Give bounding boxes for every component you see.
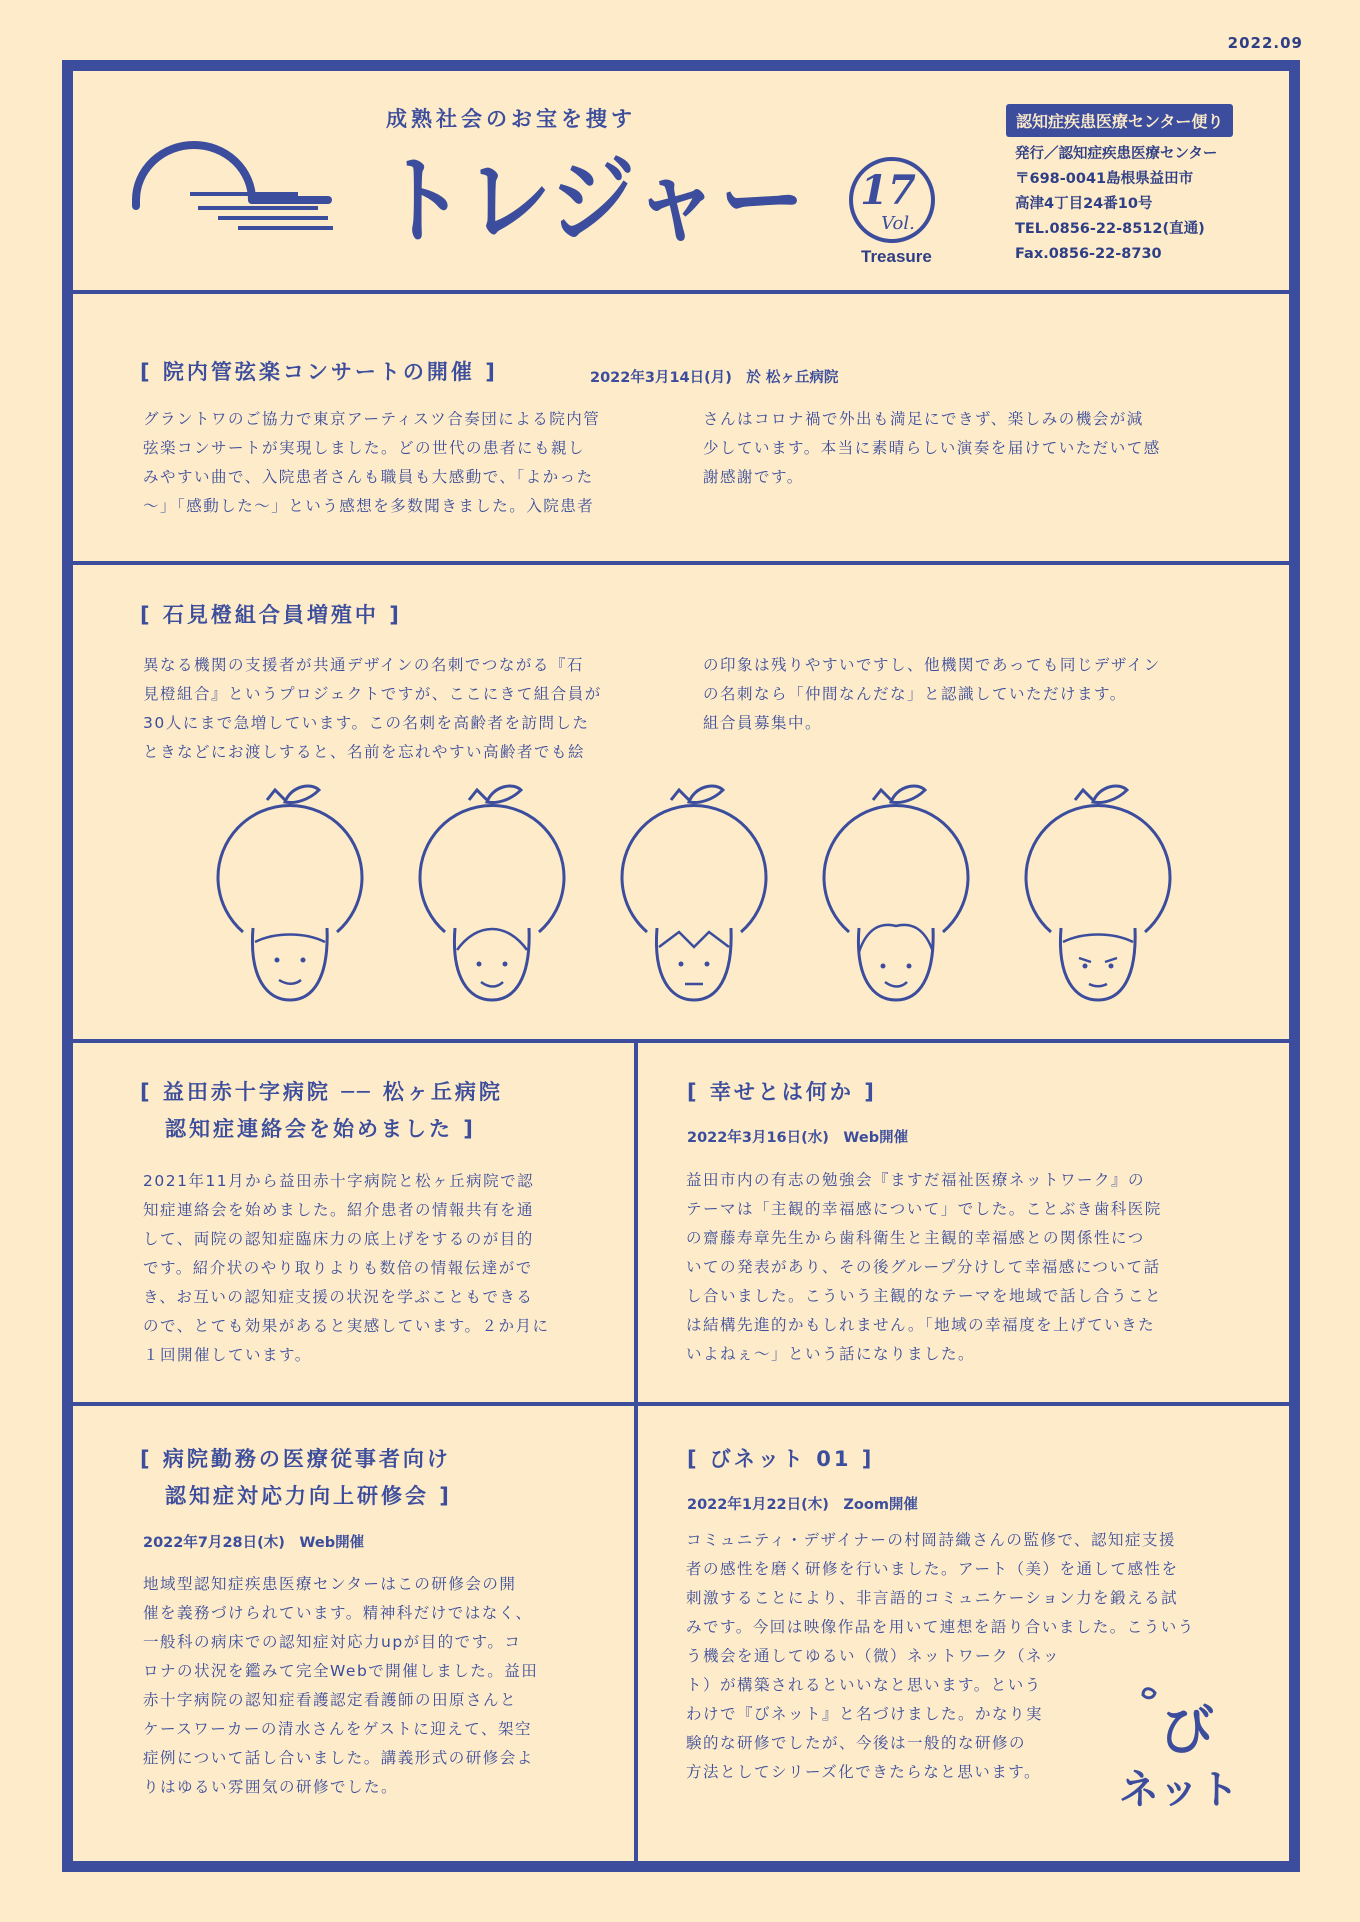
vol-label: Vol. [881, 213, 915, 234]
iwami-body-col2: の印象は残りやすいですし、他機関であっても同じデザイン の名刺なら「仲間なんだな」と認識していただけます。 組合員募集中。 [703, 656, 1161, 732]
publisher-line: Fax.0856-22-8730 [1015, 246, 1162, 262]
logo-title [380, 148, 820, 248]
liaison-title-line2: 認知症連絡会を始めました ] [165, 1117, 476, 1141]
publisher-info [1015, 142, 1217, 267]
pinet-logo-line1: び [1160, 1699, 1214, 1762]
pinet-title: [ びネット 01 ] [687, 1447, 875, 1471]
publisher-line: 高津4丁目24番10号 [1015, 196, 1153, 212]
publisher-line: TEL.0856-22-8512(直通) [1015, 221, 1205, 237]
liaison-title-line1: [ 益田赤十字病院 ── 松ヶ丘病院 [140, 1080, 503, 1104]
orange-head-icon [622, 786, 766, 1000]
training-body: 地域型認知症疾患医療センターはこの研修会の開 催を義務づけられています。精神科だけではなく、 一般科の病床での認知症対応力upが目的です。コ ロナの状況を鑑みて完全Webで開催しました。益田 赤十字病院の認知症看護認定看護師の田原さんと ケースワーカーの清水さんをゲストに迎えて、架空 症例について話し合いました。講義形式の研修会よ りはゆるい雰囲気の研修でした。 [143, 1575, 539, 1796]
happiness-title: [ 幸せとは何か ] [687, 1080, 877, 1104]
training-meta: 2022年7月28日(木) Web開催 [143, 1535, 365, 1551]
concert-title: [ 院内管弦楽コンサートの開催 ] [140, 360, 498, 384]
orange-head-illustrations [195, 782, 1175, 1012]
iwami-body-col1: 異なる機関の支援者が共通デザインの名刺でつながる『石 見橙組合』というプロジェクトですが、ここにきて組合員が 30人にまで急増しています。この名刺を高齢者を訪問した ときなどにお渡しすると、名前を忘れやすい高齢者でも絵 [143, 656, 602, 761]
pinet-logo-line2: ネット [1119, 1767, 1239, 1813]
orange-head-icon [824, 786, 968, 1000]
logo-title-text: トレジャー [380, 148, 805, 248]
vol-badge [846, 154, 938, 246]
orange-head-icon [420, 786, 564, 1000]
concert-body-col1: グラントワのご協力で東京アーティスツ合奏団による院内管 弦楽コンサートが実現しました。どの世代の患者にも親し みやすい曲で、入院患者さんも職員も大感動で、「よかった ～」「感動した～」という感想を多数聞きました。入院患者 [143, 410, 601, 515]
center-badge: 認知症疾患医療センター便り [1006, 104, 1233, 137]
pinet-body-narrow: う機会を通してゆるい（微）ネットワーク（ネッ ト）が構築されるといいなと思います。という わけで『びネット』と名づけました。かなり実 験的な研修でしたが、今後は一般的な研修の 方法としてシリーズ化できたらなと思います。 [686, 1647, 1061, 1781]
sunrise-logo [128, 138, 338, 238]
training-title-line2: 認知症対応力向上研修会 ] [165, 1484, 452, 1508]
liaison-body: 2021年11月から益田赤十字病院と松ヶ丘病院で認 知症連絡会を始めました。紹介患者の情報共有を通 して、両院の認知症臨床力の底上げをするのが目的 です。紹介状のやり取りよりも数倍の情報伝達がで き、お互いの認知症支援の状況を学ぶこともできる ので、とても効果があると実感しています。２か月に １回開催しています。 [143, 1172, 550, 1364]
training-title-line1: [ 病院勤務の医療従事者向け [140, 1447, 451, 1471]
happiness-body: 益田市内の有志の勉強会『ますだ福祉医療ネットワーク』の テーマは「主観的幸福感について」でした。ことぶき歯科医院 の齋藤寿章先生から歯科衛生と主観的幸福感との関係性につ いての発表があり、その後グループ分けして幸福感について話 し合いました。こういう主観的なテーマを地域で話し合うこと は結構先進的かもしれません。「地域の幸福度を上げていきた いよねぇ～」という話になりました。 [686, 1171, 1163, 1363]
publisher-line: 〒698-0041島根県益田市 [1015, 171, 1194, 187]
vol-number: 17 [860, 167, 916, 214]
publisher-line: 発行／認知症疾患医療センター [1015, 146, 1218, 162]
pinet-meta: 2022年1月22日(木) Zoom開催 [687, 1497, 918, 1513]
divider [634, 1039, 638, 1861]
issue-date: 2022.09 [1227, 34, 1303, 52]
iwami-title: [ 石見橙組合員増殖中 ] [140, 603, 402, 627]
divider [73, 1039, 1289, 1043]
concert-body-col2: さんはコロナ禍で外出も満足にできず、楽しみの機会が減 少しています。本当に素晴らしい演奏を届けていただいて感 謝感謝です。 [703, 410, 1161, 486]
concert-meta: 2022年3月14日(月) 於 松ヶ丘病院 [590, 370, 839, 386]
orange-head-icon [218, 786, 362, 1000]
orange-head-icon [1026, 786, 1170, 1000]
divider [73, 290, 1289, 294]
pinet-logo [1115, 1685, 1255, 1815]
pinet-body: コミュニティ・デザイナーの村岡詩織さんの監修で、認知症支援 者の感性を磨く研修を行いました。アート（美）を通して感性を 刺激することにより、非言語的コミュニケーション力を鍛える試 みです。今回は映像作品を用いて連想を語り合いました。こういう [686, 1531, 1195, 1636]
divider [73, 561, 1289, 565]
tagline: 成熟社会のお宝を捜す [386, 107, 636, 131]
happiness-meta: 2022年3月16日(水) Web開催 [687, 1130, 909, 1146]
divider [73, 1402, 1289, 1406]
subtitle: Treasure [861, 247, 932, 266]
